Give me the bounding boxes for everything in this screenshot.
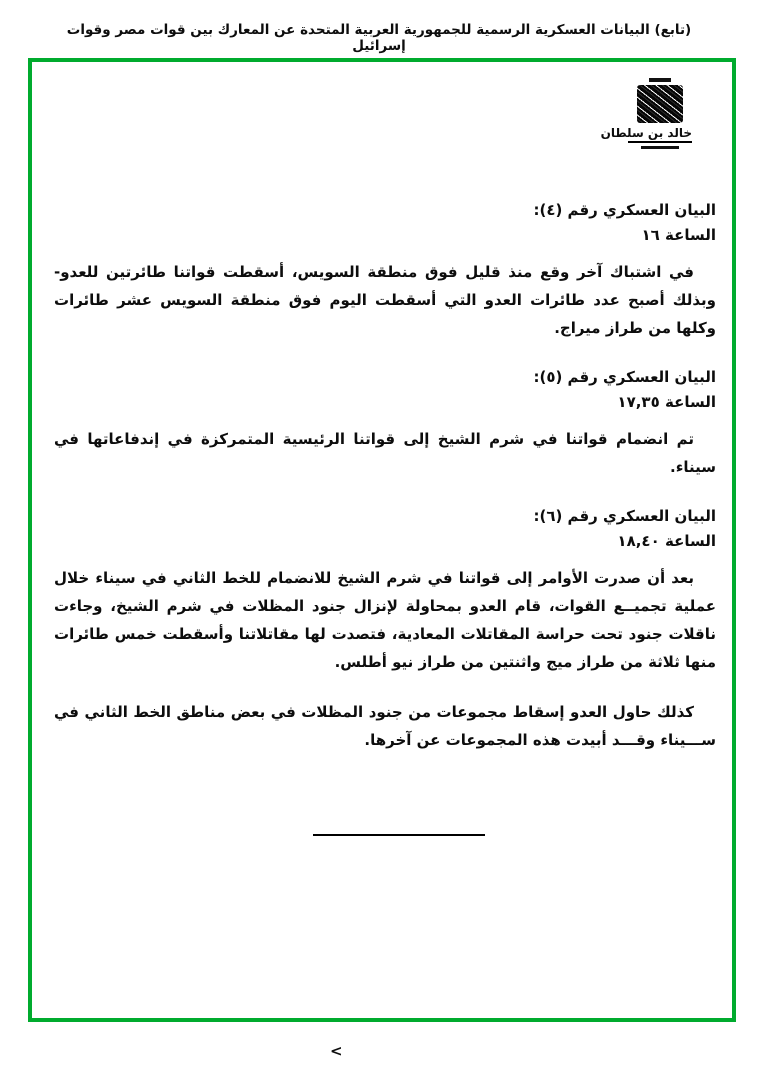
communique-5-paragraph: تم انضمام قواتنا في شرم الشيخ إلى قواتنا الرئيسية المتمركزة في إندفاعاتها في سيناء. bbox=[54, 430, 716, 476]
communique-6-paragraph-2: كذلك حاول العدو إسقاط مجموعات من جنود المظلات في بعض مناطق الخط الثاني في ســـيناء وقـــد أبيدت هذه المجموعات عن آخرها. bbox=[54, 703, 716, 749]
communique-4-title: البيان العسكري رقم (٤): bbox=[533, 201, 716, 219]
logo-calligraphy-emblem-icon bbox=[637, 85, 683, 123]
communique-5-time: الساعة ١٧,٣٥ bbox=[617, 393, 716, 411]
communique-section-4 bbox=[54, 201, 716, 342]
communique-5-title: البيان العسكري رقم (٥): bbox=[533, 368, 716, 386]
green-border-frame bbox=[28, 58, 736, 1022]
page-footer-mark: < bbox=[330, 1042, 343, 1060]
logo-calligraphy-text: خالد بن سلطان bbox=[628, 126, 692, 143]
communique-6-time: الساعة ١٨,٤٠ bbox=[617, 532, 716, 550]
communique-4-paragraph: في اشتباك آخر وقع منذ قليل فوق منطقة السويس، أسقطت قواتنا طائرتين للعدو- وبذلك أصبح عدد طائرات العدو التي أسقطت اليوم فوق منطقة السويس عشر طائرات وكلها من طراز ميراج. bbox=[54, 263, 716, 337]
communique-6-paragraph-1: بعد أن صدرت الأوامر إلى قواتنا في شرم الشيخ للانضمام للخط الثاني في سيناء خلال عملية تجميــع القوات، قام العدو بمحاولة لإنزال جنود المظلات في شرم الشيخ، وجاءت ناقلات جنود تحت حراسة المقاتلات المعادية، فتصدت لها مقاتلاتنا وأسقطت خمس طائرات منها ثلاثة من طراز ميج واثنتين من طراز نيو أطلس. bbox=[54, 569, 716, 671]
communique-section-6 bbox=[54, 507, 716, 754]
communique-4-time: الساعة ١٦ bbox=[641, 226, 716, 244]
end-of-text-divider bbox=[313, 834, 485, 836]
communique-section-5 bbox=[54, 368, 716, 481]
logo-small-text-top bbox=[649, 78, 671, 82]
communique-6-title: البيان العسكري رقم (٦): bbox=[533, 507, 716, 525]
page-header-title: (تابع) البيانات العسكرية الرسمية للجمهورية العربية المتحدة عن المعارك بين قوات مصر وقوات إسرائيل bbox=[66, 22, 692, 54]
logo-small-text-bottom bbox=[641, 146, 679, 149]
publisher-logo bbox=[600, 78, 692, 149]
document-content bbox=[32, 78, 732, 836]
